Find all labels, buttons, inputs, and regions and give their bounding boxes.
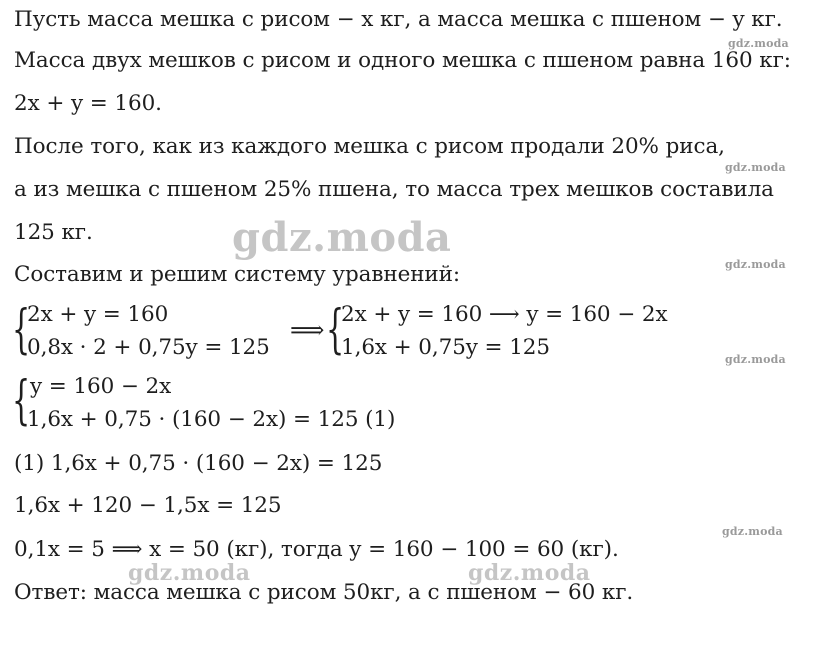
text-line-6: 125 кг. xyxy=(14,220,93,245)
implies-arrow: ⟹ xyxy=(290,316,325,344)
text-line-1: Пусть масса мешка с рисом − x кг, а масса мешка с пшеном − y кг. xyxy=(14,7,783,32)
watermark-large-3: gdz.moda xyxy=(468,560,591,586)
text-line-2: Масса двух мешков с рисом и одного мешка с пшеном равна 160 кг: xyxy=(14,48,791,73)
watermark-small-4: gdz.moda xyxy=(725,353,786,366)
system-3-eq-2: 1,6x + 0,75 · (160 − 2x) = 125 (1) xyxy=(27,407,396,432)
watermark-large-1: gdz.moda xyxy=(232,214,452,261)
system-1-brace: { xyxy=(12,300,31,360)
equation-line-3: 2x + y = 160. xyxy=(14,91,162,116)
watermark-small-1: gdz.moda xyxy=(728,37,789,50)
system-1-eq-1: 2x + y = 160 xyxy=(27,302,169,327)
equation-line-10: 0,1x = 5 ⟹ x = 50 (кг), тогда y = 160 − 100 = 60 (кг). xyxy=(14,537,619,562)
equation-line-9: 1,6x + 120 − 1,5x = 125 xyxy=(14,493,282,518)
system-2-brace: { xyxy=(326,300,345,360)
text-line-4: После того, как из каждого мешка с рисом продали 20% риса, xyxy=(14,134,725,159)
system-1-eq-2: 0,8x · 2 + 0,75y = 125 xyxy=(27,335,270,360)
watermark-small-5: gdz.moda xyxy=(722,525,783,538)
text-line-5: а из мешка с пшеном 25% пшена, то масса трех мешков составила xyxy=(14,177,774,202)
text-line-7: Составим и решим систему уравнений: xyxy=(14,262,461,287)
system-2-eq-1: 2x + y = 160 ⟶ y = 160 − 2x xyxy=(341,302,668,327)
answer-line: Ответ: масса мешка с рисом 50кг, а с пшеном − 60 кг. xyxy=(14,580,634,605)
equation-line-8: (1) 1,6x + 0,75 · (160 − 2x) = 125 xyxy=(14,451,383,476)
system-3-eq-1: y = 160 − 2x xyxy=(30,374,172,399)
watermark-small-3: gdz.moda xyxy=(725,258,786,271)
watermark-large-2: gdz.moda xyxy=(128,560,251,586)
system-2-eq-2: 1,6x + 0,75y = 125 xyxy=(341,335,550,360)
watermark-small-2: gdz.moda xyxy=(725,161,786,174)
system-3-brace: { xyxy=(12,371,31,431)
